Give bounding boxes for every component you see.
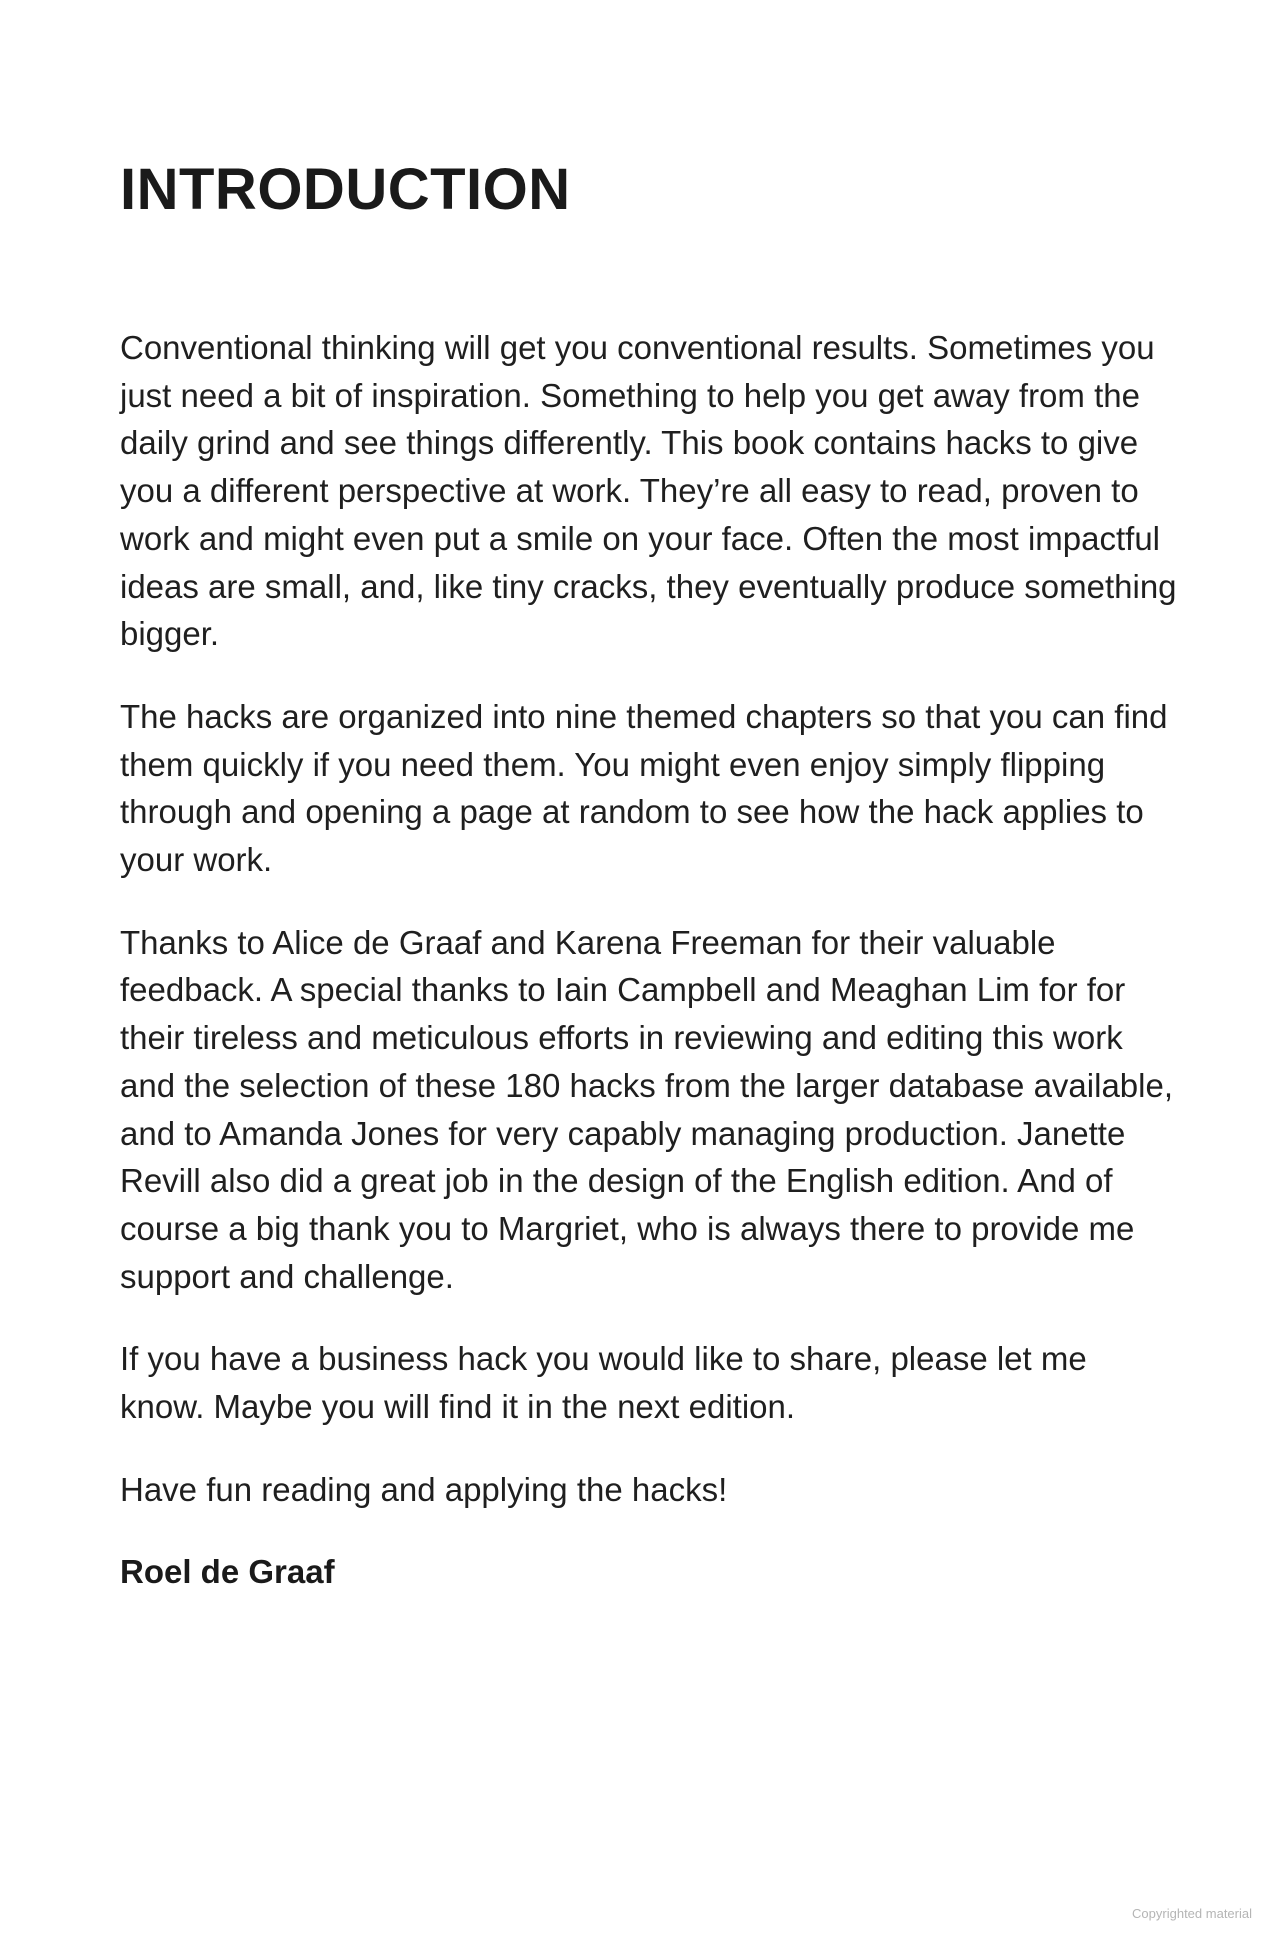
body-text xyxy=(120,324,1180,1596)
paragraph-share: If you have a business hack you would like to share, please let me know. Maybe you will find it in the next edition. xyxy=(120,1340,1087,1426)
page-content xyxy=(120,150,1180,1596)
author-signature: Roel de Graaf xyxy=(120,1553,335,1591)
paragraph-chapters: The hacks are organized into nine themed chapters so that you can find them quickly if you need them. You might even enjoy simply flipping through and opening a page at random to see how the hack applies to your work. xyxy=(120,697,1168,879)
paragraph-intro: Conventional thinking will get you conventional results. Sometimes you just need a bit of inspiration. Something to help you get away from the daily grind and see things differently. This book contains hacks to give you a different perspective at work. They’re all easy to read, proven to work and might even put a smile on your face. Often the most impactful ideas are small, and, like tiny cracks, they eventually produce something bigger. xyxy=(120,329,1177,653)
page-title: INTRODUCTION xyxy=(120,157,571,222)
paragraph-thanks: Thanks to Alice de Graaf and Karena Freeman for their valuable feedback. A special thanks to Iain Campbell and Meaghan Lim for for their tireless and meticulous efforts in reviewing and editing this work and the selection of these 180 hacks from the larger database available, and to Amanda Jones for very capably managing production. Janette Revill also did a great job in the design of the English edition. And of course a big thank you to Margriet, who is always there to provide me support and challenge. xyxy=(120,923,1174,1295)
copyright-watermark: Copyrighted material xyxy=(1132,1906,1252,1921)
paragraph-closing: Have fun reading and applying the hacks! xyxy=(120,1470,728,1508)
